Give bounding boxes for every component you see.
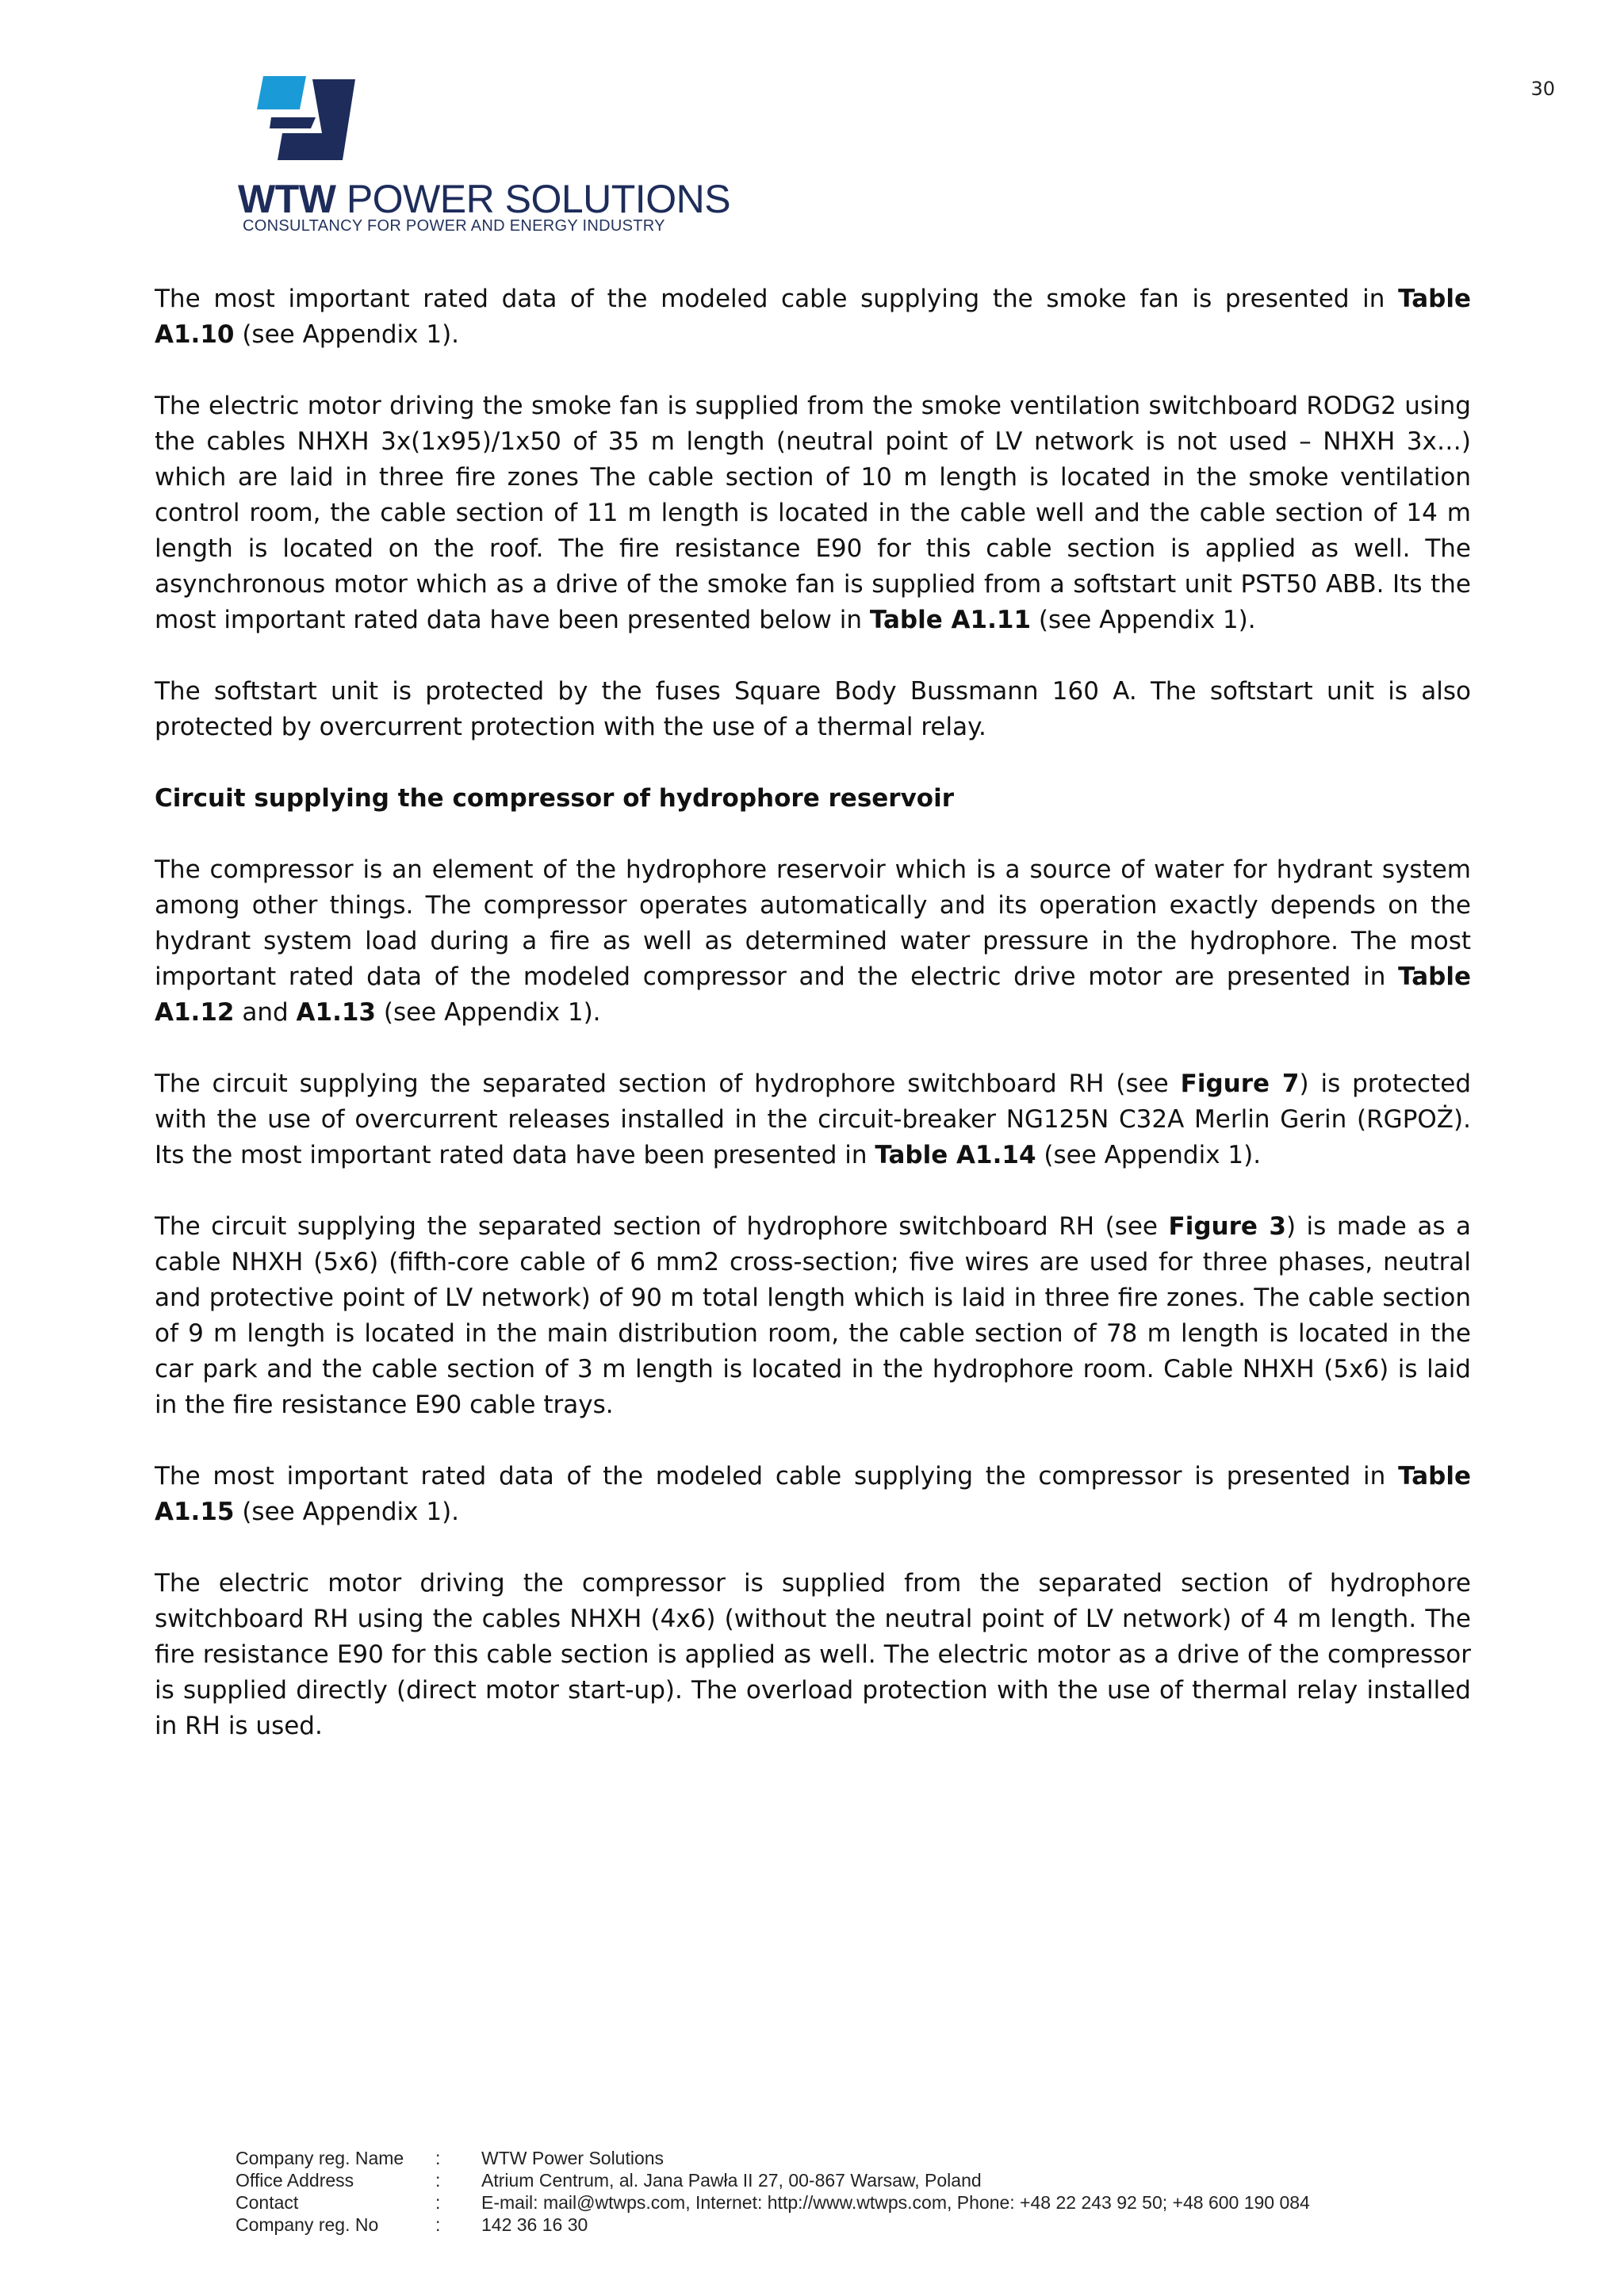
footer-label: Company reg. No <box>236 2214 379 2235</box>
section-heading: Circuit supplying the compressor of hydrophore reservoir <box>155 784 955 813</box>
footer-value: WTW Power Solutions <box>481 2148 665 2168</box>
paragraph: The circuit supplying the separated section of hydrophore switchboard RH (see Figure 3) is made as a cable NHXH (5x6) (fifth-core cable of 6 mm2 cross-section; five wires are used for three phases, neutral and protective point of LV network) of 90 m total length which is laid in three fire zones. The cable section of 9 m length is located in the main distribution room, the cable section of 78 m length is located in the car park and the cable section of 3 m length is located in the hydrophore room. Cable NHXH (5x6) is laid in the fire resistance E90 cable trays. <box>155 1212 1471 1419</box>
footer-separator: : <box>435 2192 441 2213</box>
company-footer <box>236 2147 1310 2236</box>
logo-tagline: CONSULTANCY FOR POWER AND ENERGY INDUSTRY <box>243 217 665 235</box>
paragraph: The circuit supplying the separated section of hydrophore switchboard RH (see Figure 7) is protected with the use of overcurrent releases installed in the circuit-breaker NG125N C32A Merlin Gerin (RGPOŻ). Its the most important rated data have been presented in Table A1.14 (see Appendix 1). <box>155 1070 1472 1169</box>
paragraph: The electric motor driving the smoke fan is supplied from the smoke ventilation switchboard RODG2 using the cables NHXH 3x(1x95)/1x50 of 35 m length (neutral point of LV network is not used – NHXH 3x…) which are laid in three fire zones The cable section of 10 m length is located in the smoke ventilation control room, the cable section of 11 m length is located in the cable well and the cable section of 14 m length is located on the roof. The fire resistance E90 for this cable section is applied as well. The asynchronous motor which as a drive of the smoke fan is supplied from a softstart unit PST50 ABB. Its the most important rated data have been presented below in Table A1.11 (see Appendix 1). <box>155 392 1471 634</box>
paragraph: The compressor is an element of the hydrophore reservoir which is a source of water for hydrant system among other things. The compressor operates automatically and its operation exactly depends on the hydrant system load during a fire as well as determined water pressure in the hydrophore. The most important rated data of the modeled compressor and the electric drive motor are presented in Table A1.12 and A1.13 (see Appendix 1). <box>155 855 1471 1027</box>
footer-row <box>236 2147 1310 2169</box>
footer-separator: : <box>435 2170 441 2191</box>
paragraph: The most important rated data of the modeled cable supplying the smoke fan is presented in Table A1.10 (see Appendix 1). <box>155 285 1471 349</box>
footer-label: Contact <box>236 2192 299 2213</box>
footer-value: Atrium Centrum, al. Jana Pawła II 27, 00-867 Warsaw, Poland <box>481 2170 982 2191</box>
company-logo <box>238 76 731 235</box>
footer-row <box>236 2169 1310 2191</box>
paragraph: The most important rated data of the modeled cable supplying the compressor is presented in Table A1.15 (see Appendix 1). <box>155 1462 1471 1526</box>
paragraph: The softstart unit is protected by the fuses Square Body Bussmann 160 A. The softstart unit is also protected by overcurrent protection with the use of a thermal relay. <box>155 677 1471 741</box>
footer-separator: : <box>435 2148 441 2168</box>
logo-mark-icon <box>255 76 374 165</box>
footer-value: E-mail: mail@wtwps.com, Internet: http://www.wtwps.com, Phone: +48 22 243 92 50; +48 600 190 084 <box>481 2192 1310 2213</box>
logo-name: WTW POWER SOLUTIONS <box>238 177 731 221</box>
footer-value: 142 36 16 30 <box>481 2214 588 2235</box>
footer-separator: : <box>435 2214 441 2235</box>
footer-label: Office Address <box>236 2170 354 2191</box>
footer-row <box>236 2214 1310 2236</box>
paragraph: The electric motor driving the compressor is supplied from the separated section of hydrophore switchboard RH using the cables NHXH (4x6) (without the neutral point of LV network) of 4 m length. The fire resistance E90 for this cable section is applied as well. The electric motor as a drive of the compressor is supplied directly (direct motor start-up). The overload protection with the use of thermal relay installed in RH is used. <box>155 1569 1471 1740</box>
footer-label: Company reg. Name <box>236 2148 404 2168</box>
footer-row <box>236 2191 1310 2214</box>
document-body <box>155 281 1471 1780</box>
page-number: 30 <box>1530 78 1555 100</box>
